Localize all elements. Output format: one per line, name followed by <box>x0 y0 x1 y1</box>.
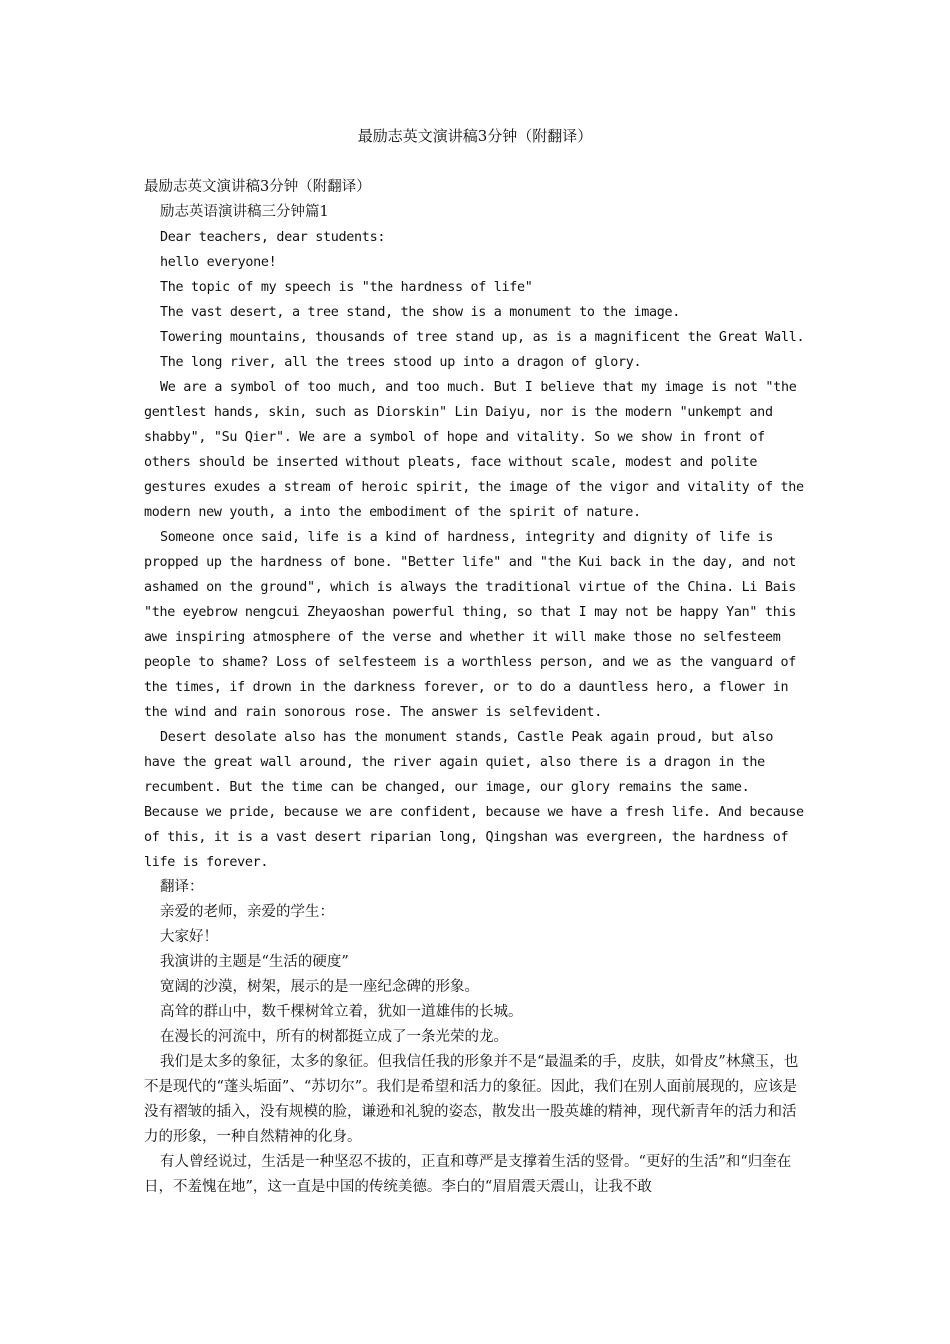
paragraph: 高耸的群山中，数千棵树耸立着，犹如一道雄伟的长城。 <box>160 1004 523 1020</box>
paragraph: 有人曾经说过，生活是一种坚忍不拔的，正直和尊严是支撑着生活的竖骨。“更好的生活”和“归奎在日，不羞愧在地”，这一直是中国的传统美德。李白的“眉眉震天震山，让我不敢 <box>144 1154 792 1195</box>
paragraph: 大家好！ <box>160 929 218 945</box>
paragraph: We are a symbol of too much, and too much. But I believe that my image is not "the gentlest hands, skin, such as Diorskin" Lin Daiyu, nor is the modern "unkempt and shabby", "Su Qier". We are a symbol of hope and vitality. So we show in front of others should be inserted without pleats, face without scale, modest and polite gestures exudes a stream of heroic spirit, the image of the vigor and vitality of the modern new youth, a into the embodiment of the spirit of nature. <box>144 380 804 520</box>
paragraph: Towering mountains, thousands of tree stand up, as is a magnificent the Great Wall. <box>160 330 805 345</box>
paragraph: 亲爱的老师，亲爱的学生： <box>160 904 334 920</box>
document-body <box>144 175 808 1200</box>
paragraph: 励志英语演讲稿三分钟篇1 <box>160 204 329 220</box>
paragraph: hello everyone! <box>160 255 277 270</box>
paragraph: Desert desolate also has the monument stands, Castle Peak again proud, but also have the great wall around, the river again quiet, also there is a dragon in the recumbent. But the time can be changed, our image, our glory remains the same. Because we pride, because we are confident, because we have a fresh life. And because of this, it is a vast desert riparian long, Qingshan was evergreen, the hardness of life is forever. <box>144 730 804 870</box>
paragraph: 在漫长的河流中，所有的树都挺立成了一条光荣的龙。 <box>160 1029 508 1045</box>
document-title: 最励志英文演讲稿3分钟（附翻译） <box>357 127 593 145</box>
paragraph: 翻译： <box>160 879 204 895</box>
paragraph: The vast desert, a tree stand, the show is a monument to the image. <box>160 305 681 320</box>
paragraph: 我演讲的主题是“生活的硬度” <box>160 954 349 970</box>
paragraph: Someone once said, life is a kind of hardness, integrity and dignity of life is propped up the hardness of bone. "Better life" and "the Kui back in the day, and not ashamed on the ground", which is always the traditional virtue of the China. Li Bais "the eyebrow nengcui Zheyaoshan powerful thing, so that I may not be happy Yan" this awe inspiring atmosphere of the verse and whether it will make those no selfesteem people to shame? Loss of selfesteem is a worthless person, and we as the vanguard of the times, if drown in the darkness forever, or to do a dauntless hero, a flower in the wind and rain sonorous rose. The answer is selfevident. <box>144 530 796 720</box>
paragraph: 我们是太多的象征，太多的象征。但我信任我的形象并不是“最温柔的手，皮肤，如骨皮”林黛玉，也不是现代的“蓬头垢面”、“苏切尔”。我们是希望和活力的象征。因此，我们在别人面前展现的，应该是没有褶皱的插入，没有规模的脸，谦逊和礼貌的姿态，散发出一股英雄的精神，现代新青年的活力和活力的形象，一种自然精神的化身。 <box>144 1054 799 1145</box>
paragraph: 宽阔的沙漠，树架，展示的是一座纪念碑的形象。 <box>160 979 479 995</box>
paragraph: Dear teachers, dear students: <box>160 230 386 245</box>
paragraph: The long river, all the trees stood up into a dragon of glory. <box>160 355 642 370</box>
paragraph: 最励志英文演讲稿3分钟（附翻译） <box>144 179 371 195</box>
paragraph: The topic of my speech is "the hardness of life" <box>160 280 533 295</box>
